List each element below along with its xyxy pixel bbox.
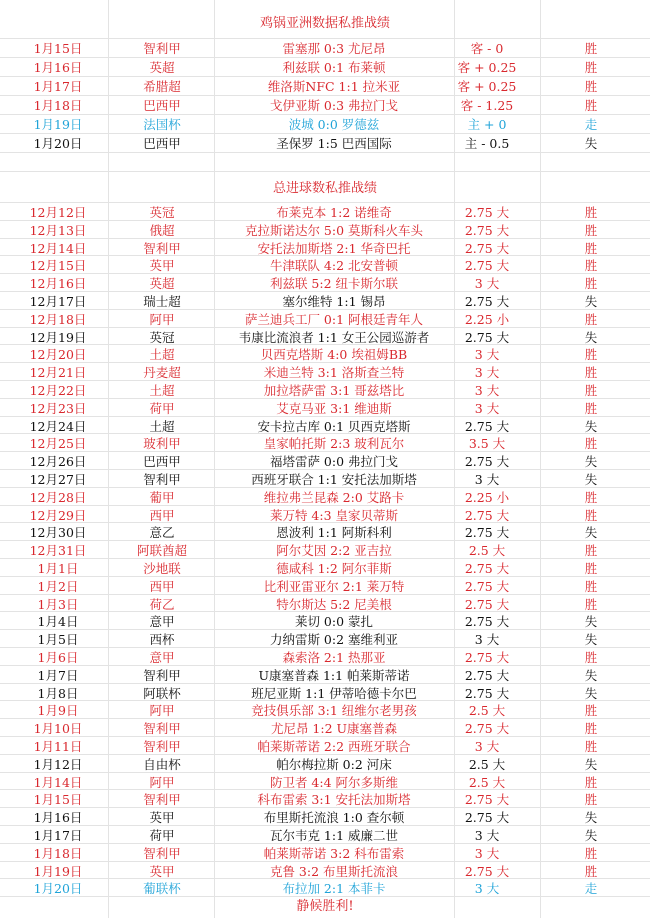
bet-result: 失 [584, 810, 598, 826]
bet-line: 2.75 大 [464, 596, 510, 612]
bet-result: 胜 [584, 311, 598, 327]
league-name: 英超 [149, 276, 175, 292]
match-date: 12月22日 [29, 383, 87, 398]
bet-line: 3 大 [474, 400, 500, 416]
bet-line: 3 大 [474, 383, 500, 398]
bet-line: 3 大 [474, 828, 500, 843]
match-date: 1月10日 [33, 721, 83, 737]
league-name: 智利甲 [143, 739, 181, 754]
table-row [0, 256, 650, 275]
league-name: 西甲 [149, 507, 175, 523]
match-score: 比利亚雷亚尔 2:1 莱万特 [263, 578, 405, 594]
league-name: 土超 [149, 347, 175, 363]
table-row [0, 115, 650, 134]
match-date: 12月12日 [29, 205, 87, 220]
table-row [0, 577, 650, 596]
match-score: 牛津联队 4:2 北安普顿 [269, 258, 399, 274]
match-date: 1月18日 [33, 845, 83, 861]
bet-result: 胜 [584, 400, 598, 416]
league-name: 自由杯 [143, 756, 181, 772]
league-name: 俄超 [149, 222, 175, 238]
league-name: 希腊超 [143, 79, 181, 94]
table-row [0, 345, 650, 364]
table-row [0, 559, 650, 578]
bet-result: 胜 [584, 561, 598, 576]
match-score: 竞技俱乐部 3:1 纽维尔老男孩 [251, 703, 417, 719]
match-score: 克鲁 3:2 布里斯托流浪 [269, 863, 399, 879]
bet-line: 主 - 0.5 [464, 136, 510, 151]
bet-line: 2.75 大 [464, 222, 510, 238]
match-date: 12月23日 [29, 400, 87, 416]
table-row [0, 808, 650, 827]
table-row [0, 648, 650, 667]
bet-line: 客 - 1.25 [460, 98, 514, 113]
match-score: 帕莱斯蒂诺 2:2 西班牙联合 [257, 739, 411, 754]
table-row [0, 452, 650, 471]
bet-result: 胜 [584, 703, 598, 719]
bet-line: 2.75 大 [464, 454, 510, 470]
bet-result: 胜 [584, 863, 598, 879]
bet-line: 2.25 小 [464, 489, 510, 505]
goals-section-title: 总进球数私推战绩 [272, 181, 377, 196]
table-row [0, 844, 650, 863]
bet-line: 3 大 [474, 881, 500, 897]
match-date: 1月18日 [33, 98, 83, 113]
match-date: 12月24日 [29, 418, 87, 434]
match-score: 圣保罗 1:5 巴西国际 [276, 136, 392, 151]
match-score: 阿尔艾因 2:2 亚吉拉 [276, 543, 392, 559]
table-row [0, 541, 650, 560]
bet-line: 2.75 大 [464, 240, 510, 256]
match-date: 1月16日 [33, 810, 83, 826]
match-score: 特尔斯达 5:2 尼美根 [276, 596, 392, 612]
bet-line: 2.75 大 [464, 614, 510, 630]
match-date: 12月15日 [29, 258, 87, 274]
bet-result: 失 [584, 329, 598, 345]
bet-line: 客 - 0 [470, 41, 504, 56]
match-score: 贝西克塔斯 4:0 埃祖姆BB [260, 347, 408, 363]
league-name: 英甲 [149, 810, 175, 826]
bet-line: 2.75 大 [464, 525, 510, 541]
league-name: 丹麦超 [143, 365, 181, 381]
league-name: 西甲 [149, 578, 175, 594]
match-score: 布莱克本 1:2 诺维奇 [276, 205, 392, 220]
bet-line: 2.75 大 [464, 578, 510, 594]
match-score: 恩波利 1:1 阿斯科利 [276, 525, 392, 541]
table-row [0, 737, 650, 756]
league-name: 智利甲 [143, 472, 181, 487]
match-score: 维洛斯NFC 1:1 拉米亚 [267, 79, 401, 94]
league-name: 荷乙 [149, 596, 175, 612]
bet-result: 失 [584, 472, 598, 487]
table-row [0, 523, 650, 542]
bet-line: 2.75 大 [464, 810, 510, 826]
league-name: 英甲 [149, 258, 175, 274]
table-row [0, 862, 650, 881]
match-date: 1月17日 [33, 828, 83, 843]
bet-result: 失 [584, 667, 598, 683]
bet-result: 胜 [584, 205, 598, 220]
bet-line: 2.75 大 [464, 667, 510, 683]
league-name: 法国杯 [143, 117, 181, 132]
bet-result: 失 [584, 294, 598, 309]
league-name: 玻利甲 [143, 436, 181, 452]
match-score: 利兹联 5:2 纽卡斯尔联 [269, 276, 399, 292]
league-name: 智利甲 [143, 41, 181, 56]
table-row [0, 719, 650, 738]
bet-result: 胜 [584, 436, 598, 452]
bet-result: 胜 [584, 276, 598, 292]
table-row [0, 292, 650, 311]
bet-result: 失 [584, 525, 598, 541]
match-date: 1月5日 [37, 632, 79, 648]
bet-result: 胜 [584, 543, 598, 559]
bet-result: 胜 [584, 739, 598, 754]
match-score: 莱万特 4:3 皇家贝蒂斯 [269, 507, 399, 523]
bet-result: 失 [584, 828, 598, 843]
bet-line: 2.75 大 [464, 561, 510, 576]
match-score: 森索洛 2:1 热那亚 [282, 650, 386, 665]
table-row [0, 488, 650, 507]
league-name: 葡联杯 [143, 881, 181, 897]
asia-section-title: 鸡锅亚洲数据私推战绩 [259, 16, 390, 31]
bet-line: 2.75 大 [464, 329, 510, 345]
match-score: 班尼亚斯 1:1 伊蒂哈德卡尔巴 [251, 685, 417, 701]
league-name: 英超 [149, 60, 175, 75]
bet-result: 失 [584, 632, 598, 648]
match-date: 12月31日 [29, 543, 87, 559]
match-date: 1月19日 [33, 117, 83, 132]
match-date: 1月20日 [33, 136, 83, 151]
league-name: 智利甲 [143, 240, 181, 256]
match-score: 克拉斯诺达尔 5:0 莫斯科火车头 [244, 222, 424, 238]
table-row [0, 755, 650, 774]
table-row [0, 826, 650, 845]
match-date: 1月20日 [33, 881, 83, 897]
bet-result: 胜 [584, 98, 598, 113]
match-date: 1月3日 [37, 596, 79, 612]
bet-line: 2.75 大 [464, 258, 510, 274]
bet-line: 3 大 [474, 632, 500, 648]
bet-result: 胜 [584, 596, 598, 612]
match-score: 瓦尔韦克 1:1 威廉二世 [269, 828, 399, 843]
table-row [0, 417, 650, 436]
bet-result: 胜 [584, 41, 598, 56]
table-row [0, 58, 650, 77]
match-date: 1月17日 [33, 79, 83, 94]
bet-line: 2.75 大 [464, 721, 510, 737]
league-name: 阿联杯 [143, 685, 181, 701]
match-score: 维拉弗兰昆森 2:0 艾路卡 [263, 489, 405, 505]
bet-result: 胜 [584, 792, 598, 808]
league-name: 沙地联 [143, 561, 181, 576]
bet-line: 2.75 大 [464, 863, 510, 879]
match-date: 12月30日 [29, 525, 87, 541]
league-name: 土超 [149, 383, 175, 398]
league-name: 英冠 [149, 329, 175, 345]
match-date: 12月19日 [29, 329, 87, 345]
match-score: 莱切 0:0 蒙扎 [294, 614, 374, 630]
match-score: 科布雷索 3:1 安托法加斯塔 [257, 792, 411, 808]
league-name: 荷甲 [149, 828, 175, 843]
match-date: 12月28日 [29, 489, 87, 505]
match-score: 皇家帕托斯 2:3 玻利瓦尔 [263, 436, 405, 452]
match-date: 1月15日 [33, 792, 83, 808]
footer-slogan: 静候胜利! [296, 899, 354, 914]
table-row [0, 328, 650, 347]
match-date: 12月27日 [29, 472, 87, 487]
match-score: 防卫者 4:4 阿尔多斯维 [269, 774, 399, 790]
match-date: 12月13日 [29, 222, 87, 238]
table-row [0, 274, 650, 293]
match-date: 1月11日 [33, 739, 83, 754]
match-date: 1月4日 [37, 614, 79, 630]
match-date: 12月21日 [29, 365, 87, 381]
bet-result: 胜 [584, 383, 598, 398]
table-row [0, 434, 650, 453]
bet-result: 胜 [584, 845, 598, 861]
league-name: 智利甲 [143, 845, 181, 861]
bet-line: 3 大 [474, 472, 500, 487]
match-score: 布里斯托流浪 1:0 查尔顿 [263, 810, 405, 826]
bet-line: 客 + 0.25 [457, 79, 517, 94]
league-name: 智利甲 [143, 667, 181, 683]
table-row [0, 399, 650, 418]
bet-line: 2.25 小 [464, 311, 510, 327]
match-score: 尤尼昂 1:2 U康塞普森 [270, 721, 398, 737]
bet-line: 2.75 大 [464, 507, 510, 523]
match-score: 米迪兰特 3:1 洛斯查兰特 [263, 365, 405, 381]
match-date: 1月16日 [33, 60, 83, 75]
match-score: 布拉加 2:1 本菲卡 [282, 881, 386, 897]
table-row [0, 363, 650, 382]
bet-line: 3 大 [474, 347, 500, 363]
league-name: 阿甲 [149, 774, 175, 790]
league-name: 葡甲 [149, 489, 175, 505]
league-name: 意甲 [149, 650, 175, 665]
bet-line: 2.5 大 [468, 756, 506, 772]
match-score: 安托法加斯塔 2:1 华奇巴托 [257, 240, 411, 256]
bet-result: 胜 [584, 79, 598, 94]
league-name: 意甲 [149, 614, 175, 630]
table-row [0, 470, 650, 489]
table-row [0, 790, 650, 809]
grid-line [0, 171, 650, 172]
bet-line: 2.5 大 [468, 703, 506, 719]
match-date: 12月26日 [29, 454, 87, 470]
league-name: 英甲 [149, 863, 175, 879]
table-row [0, 773, 650, 792]
league-name: 瑞士超 [143, 294, 181, 309]
bet-result: 失 [584, 136, 598, 151]
table-row [0, 701, 650, 720]
league-name: 阿甲 [149, 703, 175, 719]
table-row [0, 39, 650, 58]
match-score: 波城 0:0 罗德兹 [288, 117, 380, 132]
table-row [0, 96, 650, 115]
bet-result: 胜 [584, 365, 598, 381]
bet-line: 2.75 大 [464, 418, 510, 434]
bet-line: 2.75 大 [464, 205, 510, 220]
match-date: 12月16日 [29, 276, 87, 292]
match-date: 1月1日 [37, 561, 79, 576]
bet-line: 客 + 0.25 [457, 60, 517, 75]
table-row [0, 77, 650, 96]
match-score: 戈伊亚斯 0:3 弗拉门戈 [269, 98, 399, 113]
bet-line: 3 大 [474, 276, 500, 292]
league-name: 阿联酋超 [136, 543, 187, 559]
table-row [0, 879, 650, 898]
table-row [0, 203, 650, 222]
bet-result: 胜 [584, 60, 598, 75]
match-score: 雷塞那 0:3 尤尼昂 [282, 41, 386, 56]
bet-result: 胜 [584, 258, 598, 274]
league-name: 英冠 [149, 205, 175, 220]
bet-line: 3.5 大 [468, 436, 506, 452]
table-row [0, 134, 650, 153]
match-score: 艾克马亚 3:1 维迪斯 [276, 400, 392, 416]
bet-result: 胜 [584, 721, 598, 737]
bet-result: 走 [584, 117, 598, 132]
table-row [0, 381, 650, 400]
league-name: 巴西甲 [143, 98, 181, 113]
bet-result: 胜 [584, 650, 598, 665]
match-score: U康塞普森 1:1 帕莱斯蒂诺 [258, 667, 410, 683]
match-score: 利兹联 0:1 布莱顿 [282, 60, 386, 75]
league-name: 阿甲 [149, 311, 175, 327]
league-name: 西杯 [149, 632, 175, 648]
match-date: 12月20日 [29, 347, 87, 363]
match-score: 帕尔梅拉斯 0:2 河床 [276, 756, 392, 772]
league-name: 荷甲 [149, 400, 175, 416]
match-score: 西班牙联合 1:1 安托法加斯塔 [251, 472, 417, 487]
league-name: 意乙 [149, 525, 175, 541]
match-score: 韦康比流浪者 1:1 女王公园巡游者 [238, 329, 430, 345]
match-date: 1月6日 [37, 650, 79, 665]
bet-line: 主 + 0 [467, 117, 507, 132]
match-date: 12月14日 [29, 240, 87, 256]
table-row [0, 630, 650, 649]
bet-line: 2.75 大 [464, 650, 510, 665]
match-date: 12月29日 [29, 507, 87, 523]
bet-result: 胜 [584, 507, 598, 523]
match-date: 1月7日 [37, 667, 79, 683]
bet-result: 失 [584, 454, 598, 470]
bet-line: 2.75 大 [464, 685, 510, 701]
bet-line: 3 大 [474, 845, 500, 861]
match-date: 1月9日 [37, 703, 79, 719]
bet-line: 2.5 大 [468, 543, 506, 559]
match-date: 1月15日 [33, 41, 83, 56]
bet-result: 失 [584, 685, 598, 701]
league-name: 智利甲 [143, 792, 181, 808]
match-date: 12月17日 [29, 294, 87, 309]
bet-result: 胜 [584, 347, 598, 363]
match-date: 12月18日 [29, 311, 87, 327]
league-name: 巴西甲 [143, 136, 181, 151]
bet-line: 2.75 大 [464, 294, 510, 309]
table-row [0, 506, 650, 525]
table-row [0, 595, 650, 614]
bet-result: 胜 [584, 222, 598, 238]
table-row [0, 310, 650, 329]
league-name: 巴西甲 [143, 454, 181, 470]
match-score: 塞尔维特 1:1 锡昂 [282, 294, 386, 309]
match-date: 12月25日 [29, 436, 87, 452]
league-name: 智利甲 [143, 721, 181, 737]
bet-result: 失 [584, 418, 598, 434]
bet-result: 失 [584, 614, 598, 630]
match-score: 福塔雷萨 0:0 弗拉门戈 [269, 454, 399, 470]
table-row [0, 684, 650, 703]
match-score: 德咸科 1:2 阿尔菲斯 [276, 561, 392, 576]
bet-result: 胜 [584, 774, 598, 790]
table-row [0, 221, 650, 240]
match-date: 1月19日 [33, 863, 83, 879]
match-score: 萨兰迪兵工厂 0:1 阿根廷青年人 [244, 311, 424, 327]
bet-line: 3 大 [474, 739, 500, 754]
match-date: 1月14日 [33, 774, 83, 790]
table-row [0, 666, 650, 685]
match-score: 帕莱斯蒂诺 3:2 科布雷索 [263, 845, 405, 861]
bet-line: 3 大 [474, 365, 500, 381]
match-score: 加拉塔萨雷 3:1 哥兹塔比 [263, 383, 405, 398]
bet-result: 胜 [584, 578, 598, 594]
table-row [0, 612, 650, 631]
bet-line: 2.75 大 [464, 792, 510, 808]
bet-result: 走 [584, 881, 598, 897]
match-date: 1月8日 [37, 685, 79, 701]
league-name: 土超 [149, 418, 175, 434]
bet-result: 胜 [584, 489, 598, 505]
match-score: 力纳雷斯 0:2 塞维利亚 [269, 632, 399, 648]
match-date: 1月2日 [37, 578, 79, 594]
bet-result: 胜 [584, 240, 598, 256]
match-score: 安卡拉古库 0:1 贝西克塔斯 [257, 418, 411, 434]
match-date: 1月12日 [33, 756, 83, 772]
bet-result: 失 [584, 756, 598, 772]
table-row [0, 239, 650, 258]
bet-line: 2.5 大 [468, 774, 506, 790]
